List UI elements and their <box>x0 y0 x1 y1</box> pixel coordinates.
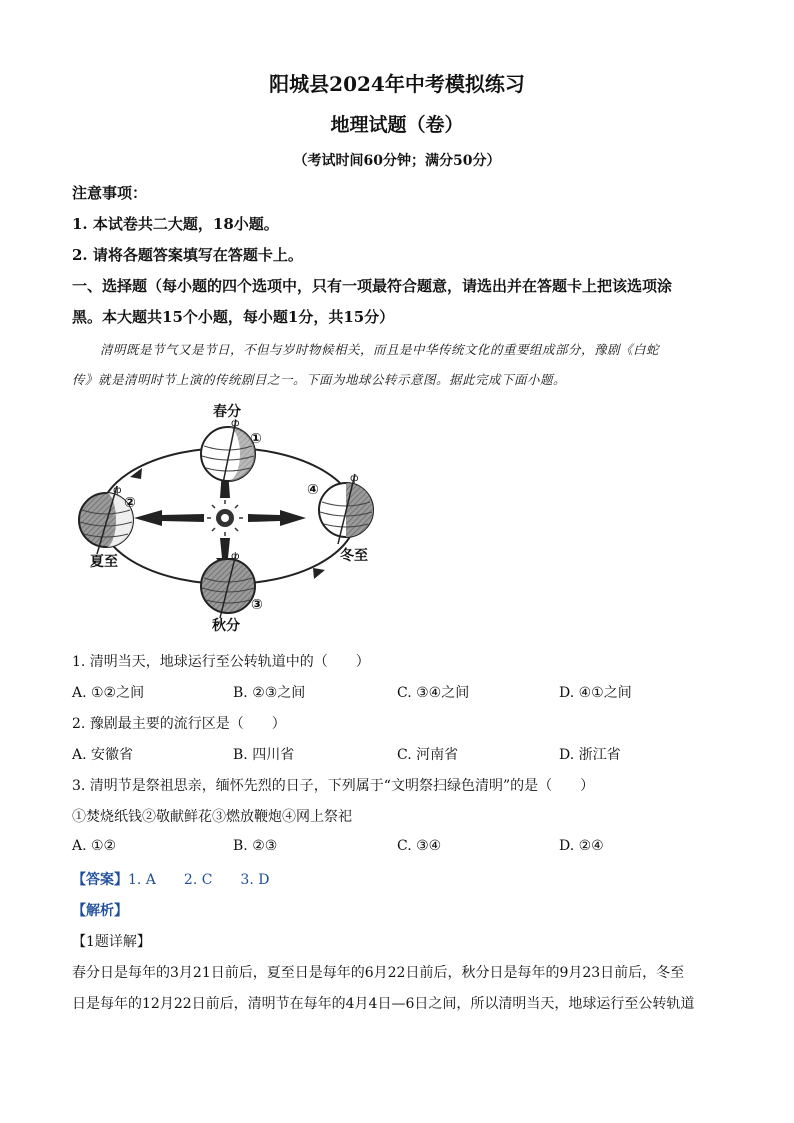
sunlight-arrow-right-icon <box>248 510 306 526</box>
answer-values: 1. A 2. C 3. D <box>128 872 270 888</box>
question-1-option-a[interactable]: A. ①②之间 <box>72 685 145 701</box>
question-2-option-d[interactable]: D. 浙江省 <box>559 747 621 763</box>
question-3-option-a[interactable]: A. ①② <box>72 838 117 854</box>
question-2-option-b[interactable]: B. 四川省 <box>233 747 295 763</box>
answer-tag: 【答案】 <box>72 872 128 888</box>
marker-4: ④ <box>307 482 319 498</box>
label-summer: 夏至 <box>90 554 118 570</box>
sunlight-arrow-left-icon <box>134 510 204 526</box>
page-title: 阳城县2024年中考模拟练习 <box>269 72 525 96</box>
label-autumn: 秋分 <box>212 618 240 634</box>
answer-line <box>72 869 269 889</box>
svg-text:ф: ф <box>231 551 240 562</box>
sun-icon <box>207 500 243 536</box>
exam-info: （考试时间60分钟；满分50分） <box>293 153 501 169</box>
notice-item-1: 1. 本试卷共二大题，18小题。 <box>72 215 279 233</box>
svg-text:ф: ф <box>113 485 122 496</box>
question-3-option-d[interactable]: D. ②④ <box>559 838 604 854</box>
notice-heading: 注意事项： <box>72 184 148 202</box>
section-heading-line2: 黑。本大题共15个小题，每小题1分，共15分） <box>72 308 395 326</box>
question-2-stem: 2. 豫剧最主要的流行区是（ ） <box>72 716 286 732</box>
question-1-option-c[interactable]: C. ③④之间 <box>397 685 470 701</box>
passage-line2: 传》就是清明时节上演的传统剧目之一。下面为地球公转示意图。据此完成下面小题。 <box>72 372 567 387</box>
svg-text:ф: ф <box>231 418 240 429</box>
earth-spring-icon <box>201 418 255 488</box>
label-winter: 冬至 <box>340 548 368 564</box>
page-subtitle: 地理试题（卷） <box>330 114 464 136</box>
label-spring: 春分 <box>213 404 241 420</box>
question-1-option-b[interactable]: B. ②③之间 <box>233 685 306 701</box>
question-1-option-d[interactable]: D. ④①之间 <box>559 685 632 701</box>
question-2-option-a[interactable]: A. 安徽省 <box>72 747 134 763</box>
question-2-option-c[interactable]: C. 河南省 <box>397 747 459 763</box>
orbit-arrow-icon <box>313 568 325 579</box>
detail-line1: 春分日是每年的3月21日前后，夏至日是每年的6月22日前后，秋分日是每年的9月23日前后，冬至 <box>72 965 685 981</box>
marker-1: ① <box>250 431 262 447</box>
question-3-option-c[interactable]: C. ③④ <box>397 838 442 854</box>
earth-orbit-diagram <box>70 398 390 638</box>
marker-3: ③ <box>251 597 263 613</box>
notice-item-2: 2. 请将各题答案填写在答题卡上。 <box>72 246 303 264</box>
analysis-tag: 【解析】 <box>72 903 128 919</box>
question-1-stem: 1. 清明当天，地球运行至公转轨道中的（ ） <box>72 654 370 670</box>
detail-line2: 日是每年的12月22日前后，清明节在每年的4月4日—6日之间，所以清明当天，地球运行至公转轨道 <box>72 996 695 1012</box>
detail-heading: 【1题详解】 <box>72 934 151 950</box>
question-3-stem: 3. 清明节是祭祖思亲，缅怀先烈的日子，下列属于“文明祭扫绿色清明”的是（ ） <box>72 778 595 794</box>
svg-text:ф: ф <box>350 473 359 484</box>
question-3-choices: ①焚烧纸钱②敬献鲜花③燃放鞭炮④网上祭祀 <box>72 809 352 825</box>
earth-winter-icon <box>319 473 373 544</box>
question-3-option-b[interactable]: B. ②③ <box>233 838 278 854</box>
marker-2: ② <box>124 495 136 511</box>
earth-autumn-icon <box>201 551 255 618</box>
section-heading-line1: 一、选择题（每小题的四个选项中，只有一项最符合题意，请选出并在答题卡上把该选项涂 <box>72 277 673 295</box>
passage-line1: 清明既是节气又是节日，不但与岁时物候相关，而且是中华传统文化的重要组成部分，豫剧《白蛇 <box>100 342 660 357</box>
